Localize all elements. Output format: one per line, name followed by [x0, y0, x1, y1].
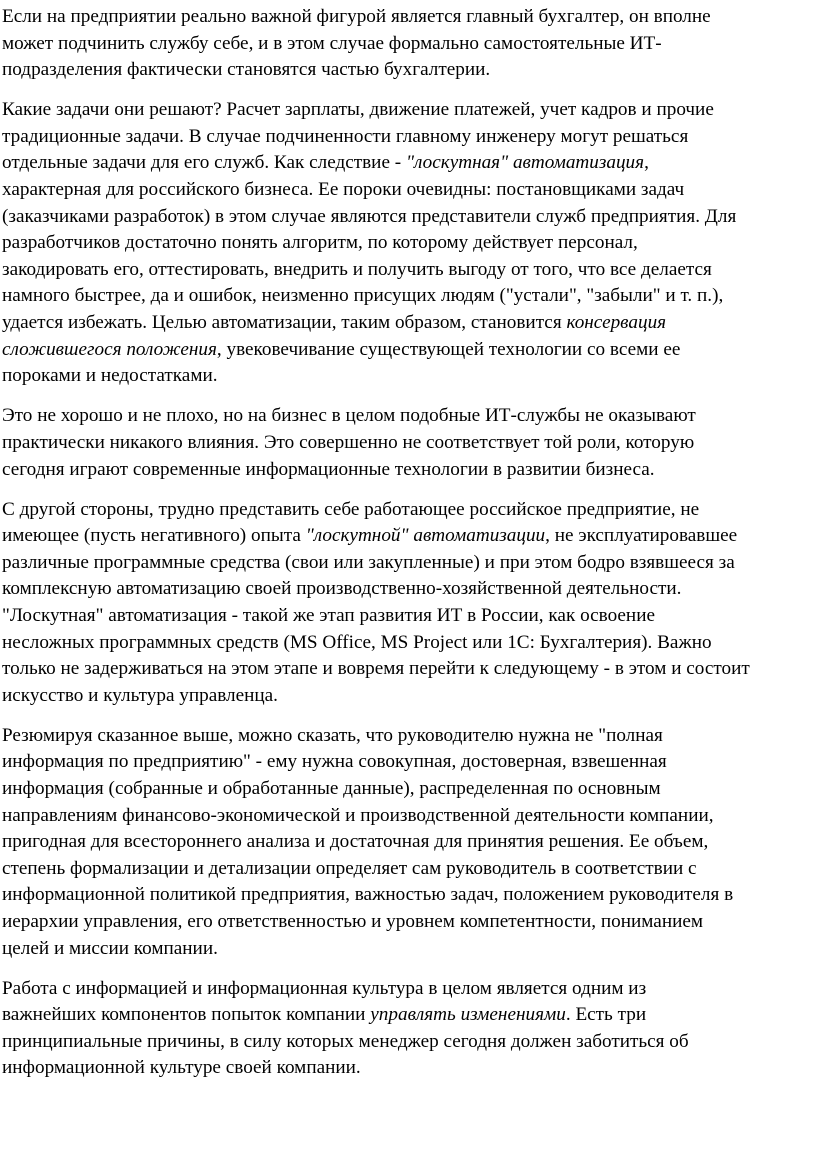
text-line: удается избежать. Целью автоматизации, таким образом, становится консервация: [2, 312, 667, 334]
text-line: имеющее (пусть негативного) опыта "лоскутной" автоматизации, не эксплуатировавшее: [2, 525, 738, 547]
text-line: традиционные задачи. В случае подчиненности главному инженеру могут решаться: [2, 125, 689, 147]
text-line: Резюмируя сказанное выше, можно сказать, что руководителю нужна не "полная: [2, 724, 663, 746]
emphasis-text: консервация: [566, 312, 667, 334]
text-line: комплексную автоматизацию своей производственно-хозяйственной деятельности.: [2, 578, 682, 600]
text-line: Это не хорошо и не плохо, но на бизнес в целом подобные ИТ-службы не оказывают: [2, 405, 696, 427]
text-line: искусство и культура управленца.: [2, 684, 278, 706]
text-line: практически никакого влияния. Это совершенно не соответствует той роли, которую: [2, 431, 695, 453]
text-line: целей и миссии компании.: [2, 937, 218, 959]
text-line: несложных программных средств (MS Office, MS Project или 1C: Бухгалтерия). Важно: [2, 631, 712, 653]
text-line: информация (собранные и обработанные данные), распределенная по основным: [2, 778, 661, 800]
text-line: С другой стороны, трудно представить себе работающее российское предприятие, не: [2, 498, 700, 520]
text-line: пригодная для всестороннего анализа и достаточная для принятия решения. Ее объем,: [2, 831, 709, 853]
paragraph-1: [0, 4, 816, 84]
text-line: степень формализации и детализации определяет сам руководитель в соответствии с: [2, 857, 697, 879]
text-line: принципиальные причины, в силу которых менеджер сегодня должен заботиться об: [2, 1030, 689, 1052]
text-line: может подчинить службу себе, и в этом случае формально самостоятельные ИТ-: [2, 32, 662, 54]
paragraph-3: [0, 403, 816, 483]
paragraph-4: [0, 497, 816, 710]
paragraph-5: [0, 723, 816, 962]
text-line: информационной политикой предприятия, важностью задач, положением руководителя в: [2, 884, 734, 906]
text-line: отдельные задачи для его служб. Как следствие - "лоскутная" автоматизация,: [2, 152, 649, 174]
emphasis-text: "лоскутной" автоматизации: [305, 525, 546, 547]
text-line: Какие задачи они решают? Расчет зарплаты, движение платежей, учет кадров и прочие: [2, 99, 714, 121]
text-line: только не задерживаться на этом этапе и вовремя перейти к следующему - в этом и состоит: [2, 658, 750, 680]
emphasis-text: сложившегося положения: [2, 338, 217, 360]
text-line: направлениям финансово-экономической и производственной деятельности компании,: [2, 804, 714, 826]
text-line: (заказчиками разработок) в этом случае являются представители служб предприятия. Для: [2, 205, 737, 227]
text-line: информационной культуре своей компании.: [2, 1057, 361, 1079]
text-line: Если на предприятии реально важной фигурой является главный бухгалтер, он вполне: [2, 6, 711, 27]
text-line: Работа с информацией и информационная культура в целом является одним из: [2, 977, 647, 999]
paragraph-2: [0, 97, 816, 390]
text-line: подразделения фактически становятся частью бухгалтерии.: [2, 59, 491, 81]
text-line: информация по предприятию" - ему нужна совокупная, достоверная, взвешенная: [2, 751, 667, 773]
emphasis-text: "лоскутная" автоматизация: [405, 152, 645, 174]
text-line: сложившегося положения, увековечивание существующей технологии со всеми ее: [2, 338, 681, 360]
text-line: иерархии управления, его ответственностью и уровнем компетентности, пониманием: [2, 911, 704, 932]
text-line: "Лоскутная" автоматизация - такой же этап развития ИТ в России, как освоение: [2, 604, 655, 626]
text-line: характерная для российского бизнеса. Ее пороки очевидны: постановщиками задач: [2, 179, 685, 201]
text-line: пороками и недостатками.: [2, 365, 218, 387]
text-line: важнейших компонентов попыток компании управлять изменениями. Есть три: [2, 1004, 647, 1026]
text-line: закодировать его, оттестировать, внедрить и получить выгоду от того, что все делается: [2, 258, 712, 280]
emphasis-text: управлять изменениями: [370, 1004, 566, 1026]
text-line: различные программные средства (свои или закупленные) и при этом бодро взявшееся за: [2, 551, 735, 573]
text-line: намного быстрее, да и ошибок, неизменно присущих людям ("устали", "забыли" и т. п.),: [2, 285, 724, 307]
text-line: сегодня играют современные информационные технологии в развитии бизнеса.: [2, 458, 655, 480]
paragraph-6: [0, 976, 816, 1082]
text-line: разработчиков достаточно понять алгоритм, по которому действует персонал,: [2, 232, 638, 254]
